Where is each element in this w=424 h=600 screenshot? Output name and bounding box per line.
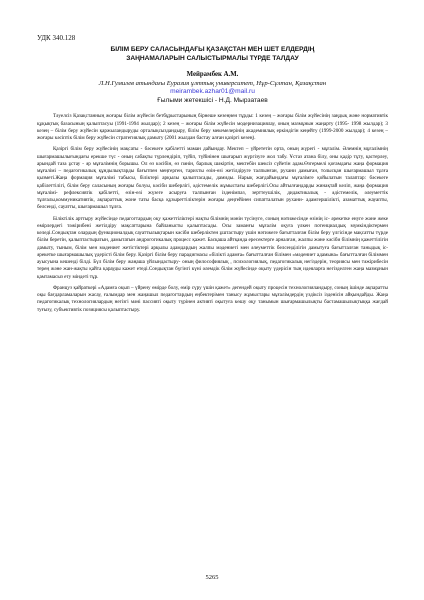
body-paragraph: Біліктілік арттыру жүйесінде педагогтардың оқу қажеттіліктері нақты білімнің мәнін түсінуге, соның нәтижесінде өзінің іс- әрекетке енуге және жеке өмірлердегі тәжірибені жетілдіру мақсаттарына байланысты қалыптасады. Осы заманғы мұғалім оқуға үлкен потенциалдық мүмкіндіктермен келеді.Сондықтан олардың функционалдық сауаттылықтарын кәсіби шеберліктен ұштастыру үшін нәтижеге бағытталған білім беру үлгісінде мақсатты түрде білім беретін, қалыптастыратын, дамытатын андрогогикалық процесс қажет. Басқаша айтқанда ересектерге арналған, жалпы және кәсіби білімнің қажеттілігін дамыту, тыным, білім мен мәдениет жетістіктері арқылы адамдардың жалпы мәдениеті мен әлеуметтік белсенділігін дамытуға бағытталған таныдық іс-әрекетке шығармашылық үдерісті білім беру. Қазіргі білім беру парадигмасы «білікті адамға» бағытталған білімен «мәдениет адамына» бағытталған біліммен ауысуына кешенді білді. Бүл білім беру жаңаша үйлындастыру- оның философиялық , психологиялық, педагогикалық негіздерін, теориясы мен тәжірибесін терең және жан-жақты қайта қарауды кажет етеді.Сондықтан бүгінгі күні әлемдік білім жүйесінде оқыту үдерісін тың идеяларға негізделген жаңа мазмұнын қамтамасыз ету міндеті тұр. xyxy=(37,215,388,280)
body-paragraph: Қазіргі білім беру жүйесінің мақсаты - бәсекеге қабілетті маман дайындау. Мектеп – үйрететін орта, оның жүрегі - мұғалім. Әлемнің мұғалімнің шығармашылығындағы ерекше түс - оның сабақты түрлендіріп, түйіп, түйінінен шығарып жүргізуге жол табу. Ұстаз атана білу, оны қадір тұту, қастерлеу, арындай таза ұстау - әр мұғалімнің борышы. Ол өз кәсібін, өз пәнін, барлық шәкіртін, мектебін шексіз сүйетін адам.Өзгермелі қоғамдағы жаңа формация мұғалімі – педагогикалық құндылықтарды бағытпен меңгерген, тарихты өзін-өзі жетілдіруге талпынған, рухани дамыған, толысқан шығармашыл тұлға қызметі.Жаңа формация мұғалімі табысы, біліктері арқылы қалыптасады, дамиды. Нарық жағдайындағы мұғалімге қойылатын талаптар: бәсекеге қабілеттілігі, білім беру саласының жоғары болуы, кәсіби шеберлігі, әдістемелік жұмыстағы шеберлігі.Осы айтылғандарды жинақтай келіп, жаңа формация мұғалімі- рефлексивтік қабілетті, өзін-өзі жүзеге асыруға талпынған ізденімпаз, зерттеушілік, дидактикалық - әдістемелік, әлеуметтік тұлғалы,коммуникативтік, ақпараттық жоне таты басқа құзыреттіліктерін жоғары деңгейінен сипатталатын рухани- адамгершілікті, азаматтық жауапты, белсенді, сауатты, шығармашыл тұлға. xyxy=(37,146,388,211)
title-line: БІЛІМ БЕРУ САЛАСЫНДАҒЫ ҚАЗАҚСТАН МЕН ШЕТ ЕЛДЕРДІҢ xyxy=(110,46,315,53)
author-email-link[interactable]: meirambek.azhar01@mail.ru xyxy=(170,88,255,96)
paper-title xyxy=(41,45,384,63)
author-name: Мейрамбек А.М. xyxy=(186,71,239,78)
author-affiliation: Л.Н.Гумилев атындағы Еуразия ұлттық университет, Нұр-Сұлтан, Қазақстан xyxy=(98,79,327,87)
title-line: ЗАҢНАМАЛАРЫН САЛЫСТЫРМАЛЫ ТҮРДЕ ТАЛДАУ xyxy=(126,55,299,62)
scientific-advisor: Ғылыми жетекшісі - Н.Д. Мырзатаев xyxy=(157,96,268,104)
udc-code: УДК 340.128 xyxy=(37,34,76,42)
page-number: 5265 xyxy=(205,574,219,581)
body-paragraph: Француз қайраткері «Адамға оқып – үйрену өмірде болу, өмір сүру үшін қажет» дегендей оқыту процесін технологияландыру, соның ішінде ақпаратты оқы бағдарламаларын жасау, ғалымдар мен жаңашыл педагогтардың еңбектерімен танысу жұмыстары мұғалімдердің үздіксіз ізденісін айқындайды. Жаңа педагогикалық технологиялардың негізгі мәні пассивті оқыту түрінен активті оқытуға көшу оқу танымын шығармашылықты бастамашылықтыққа жағдай туғызу, субъективтік позициясы қалыптастыру. xyxy=(37,284,388,313)
body-paragraph: Тәуелсіз Қазақстанның жоғары білім жүйесін бетбұрыстарының бірнеше кезеңнен тұрды: 1 кезең – жоғары білім жүйесінің заңдық және нормативтік құқықтық базасының қалыптасуы (1991-1994 жылдар); 2 кезең – жоғары білім жүйесін модернизациялау, оның мазмұнын жаңарту (1995- 1998 жылдар); 3 кезең – білім беру жүйесін қаржыландыруды орталықсыздандыру, білім беру мекемелерінің академиялық еркіндігін кеңейту (1999-2000 жылдар); 4 кезең – жоғары кәсіптік білім беру жүйесін стратегиялық дамыту (2001 жылдан бастау алған қазіргі кезең). xyxy=(37,113,388,142)
